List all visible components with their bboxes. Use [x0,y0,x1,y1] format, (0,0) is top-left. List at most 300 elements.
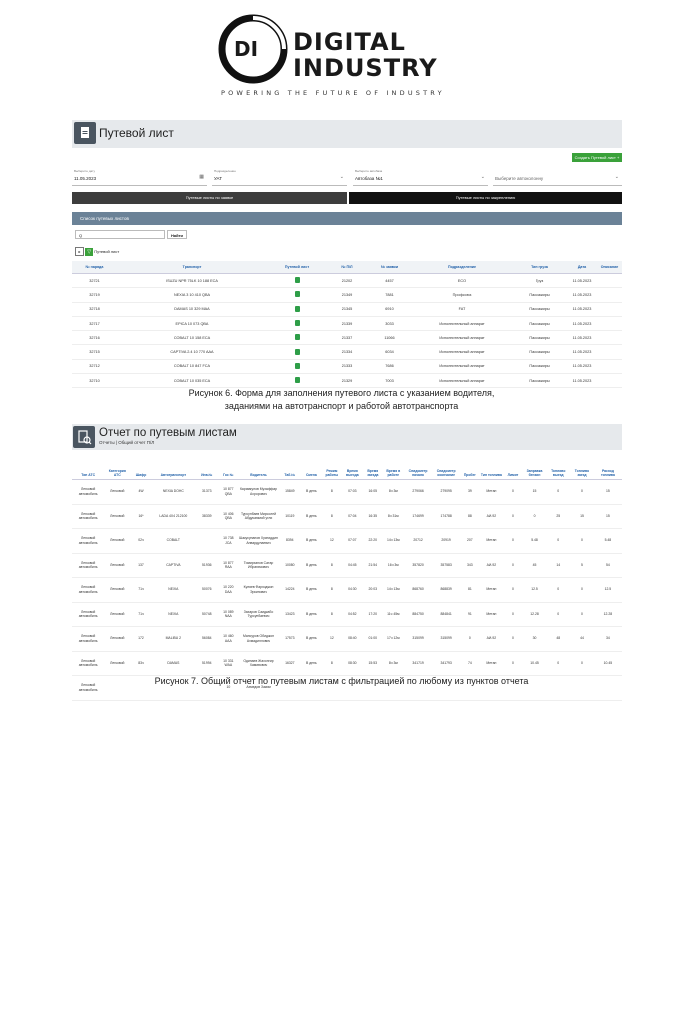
table-cell: 21:54 [363,553,382,578]
waybill-document-icon[interactable] [295,349,300,355]
table-cell [597,288,622,302]
table-cell: 34 [594,627,622,652]
waybill-document-icon[interactable] [295,363,300,369]
table-cell [597,359,622,373]
table-cell: 16:05 [363,480,382,505]
table-cell: 0 [570,480,594,505]
table-cell: 0 [503,504,522,529]
table-cell: 30 [523,627,547,652]
table-cell: 11.05.2023 [567,374,597,388]
table-cell: В день [301,480,323,505]
tab-by-assignment[interactable]: Путевые листы по закреплению [349,192,622,204]
table-cell: 884750 [404,602,432,627]
waybill-doc-cell[interactable] [267,374,327,388]
table-cell: 14224 [279,578,301,603]
table-cell: 0 [503,627,522,652]
report-column-header[interactable]: Категория АТС [104,454,130,480]
report-column-header[interactable]: Топливо выезд [546,454,570,480]
waybill-doc-cell[interactable] [267,274,327,288]
table-cell: Пассажиры [512,288,567,302]
table-cell: Легковой [104,529,130,554]
table-cell: 16327 [279,651,301,676]
table-cell: DAMAS 10 329 MAA [117,302,267,316]
waybill-column-header[interactable]: Тип груза [512,261,567,274]
table-cell: 0 [503,529,522,554]
report-column-header[interactable]: Инв.№ [195,454,219,480]
waybill-filter-label: Путевой лист [94,249,120,254]
table-cell: 8 [322,602,341,627]
breadcrumb[interactable]: Отчеты | Общий отчет П/Л [99,440,155,445]
page-title: Путевой лист [99,126,174,140]
waybill-column-header[interactable]: Дата [567,261,597,274]
table-cell: 10 [219,676,238,701]
search-input[interactable]: Q [75,230,165,239]
tab-by-request[interactable]: Путевые листы по заявке [72,192,347,204]
table-cell: Пассажиры [512,302,567,316]
waybill-column-header[interactable]: Путевой лист [267,261,327,274]
table-cell [597,374,622,388]
table-cell: Мансуров Обиджон Ахмадиллович [238,627,279,652]
table-cell: Легковой [104,651,130,676]
table-cell: 4457 [367,274,412,288]
table-cell: 0 [503,651,522,676]
table-cell: Легковой автомобиль [72,627,104,652]
table-row[interactable] [72,651,622,676]
table-cell: 08:40 [342,627,364,652]
report-column-header[interactable]: Водитель [238,454,279,480]
table-cell: 15 [570,504,594,529]
waybill-column-header[interactable]: № П/Л [327,261,367,274]
date-picker[interactable] [72,167,207,186]
table-cell: Легковой [104,553,130,578]
waybill-table [72,261,622,388]
waybill-column-header[interactable]: Подразделение [412,261,512,274]
table-cell: MALIBU 2 [152,627,195,652]
table-cell: АИ-92 [480,553,504,578]
date-value: 11.05.2023 [74,176,97,181]
report-table [72,454,622,701]
logo-mark-text: DI [234,37,259,61]
waybill-document-icon[interactable] [295,291,300,297]
table-row[interactable] [72,374,622,388]
table-cell: NEXIA 3 10 410 QBA [117,288,267,302]
table-cell: 10 877 RAA [219,553,238,578]
table-cell: 207 [460,529,479,554]
expand-icon[interactable]: ▸ [75,247,84,256]
report-column-header[interactable]: Тип АТС [72,454,104,480]
create-waybill-button[interactable]: Создать Путевой лист + [572,153,622,162]
table-cell: 21339 [327,316,367,330]
table-cell: 8ч 31м [383,504,405,529]
convoy-placeholder: Выберите автоколонну [495,176,544,181]
table-cell: В день [301,578,323,603]
waybill-doc-cell[interactable] [267,302,327,316]
chevron-down-icon: ⌄ [339,174,344,180]
table-cell: 32717 [72,316,117,330]
table-cell: 16* [130,504,152,529]
table-cell: 51936 [195,553,219,578]
table-row[interactable] [72,302,622,316]
table-cell: 174699 [404,504,432,529]
table-cell: NEXIA [152,578,195,603]
table-cell: 10119 [279,504,301,529]
logo-line-1: DIGITAL [293,28,406,56]
report-column-header[interactable]: Автотранспорт [152,454,195,480]
table-cell: 11066 [367,331,412,345]
table-cell: 15 [594,504,622,529]
table-cell [597,331,622,345]
table-cell: 54 [594,553,622,578]
table-cell: CAPTIVA [152,553,195,578]
table-cell: 5 [570,553,594,578]
report-column-header[interactable]: Шифр [130,454,152,480]
table-cell: Куляев Фарходжон Эркинович [238,578,279,603]
table-row[interactable] [72,274,622,288]
table-cell: 357820 [404,553,432,578]
table-cell: 01:00 [363,627,382,652]
table-cell: CAPTIVA 2.4 10 770 AAA [117,345,267,359]
report-column-header[interactable]: Лимит [503,454,522,480]
table-cell: Одинаев Жахонгир Хамивович [238,651,279,676]
table-cell [597,345,622,359]
table-cell: 12.5 [523,578,547,603]
report-header [72,424,622,450]
figure-6-caption-line-1: Рисунок 6. Форма для заполнения путевого листа с указанием водителя, [188,388,495,398]
table-row[interactable] [72,359,622,373]
table-cell: 48 [546,627,570,652]
table-cell: В день [301,553,323,578]
table-cell: 17:20 [363,602,382,627]
table-cell: 83ч [130,651,152,676]
table-cell: Легковой автомобиль [72,578,104,603]
table-cell: COBALT 10 158 ECA [117,331,267,345]
table-cell: 08:30 [342,651,364,676]
table-cell: 172 [130,627,152,652]
report-icon [73,426,95,448]
table-cell: 315099 [404,627,432,652]
table-cell: 0 [570,651,594,676]
table-cell: 10 738 JCA [219,529,238,554]
report-column-header[interactable]: Спидометр окончание [432,454,460,480]
table-cell: 8 [322,553,341,578]
waybill-column-header[interactable]: № наряда [72,261,117,274]
table-cell: 17ч 12м [383,627,405,652]
table-cell: Захаров Саидкабо Турсунбаевич [238,602,279,627]
table-row[interactable] [72,288,622,302]
table-cell: LADA 4X4 212100 [152,504,195,529]
table-cell: 32716 [72,331,117,345]
table-cell: 12.5 [594,578,622,603]
filter-icon[interactable]: ▽ [85,248,93,256]
table-cell: 884841 [432,602,460,627]
waybill-doc-cell[interactable] [267,288,327,302]
waybill-doc-cell[interactable] [267,345,327,359]
convoy-select[interactable] [493,167,622,186]
waybill-doc-cell[interactable] [267,316,327,330]
table-cell: 0 [503,480,522,505]
report-title: Отчет по путевым листам [99,427,237,439]
table-cell: 88 [460,504,479,529]
table-cell: Легковой автомобиль [72,676,104,701]
table-cell: 56084 [195,627,219,652]
table-cell: 174788 [432,504,460,529]
report-column-header[interactable]: Расход топлива [594,454,622,480]
table-cell: 11.05.2023 [567,274,597,288]
report-column-header[interactable]: Тип топлива [480,454,504,480]
table-cell: 868760 [404,578,432,603]
report-column-header[interactable]: Заправка бензин [523,454,547,480]
table-cell: 137 [130,553,152,578]
table-cell: 0 [546,529,570,554]
table-cell: 71ч [130,602,152,627]
table-cell: 341719 [404,651,432,676]
table-cell: 12.28 [594,602,622,627]
table-cell: Каримкулов Музаффар Ахрорович [238,480,279,505]
table-cell: 0 [523,504,547,529]
table-cell: COBALT 10 035 ECA [117,374,267,388]
table-cell: АИ-92 [480,627,504,652]
waybill-column-header[interactable]: Описание [597,261,622,274]
table-row[interactable] [72,504,622,529]
waybill-column-header[interactable]: № заявки [367,261,412,274]
table-cell: ECO [412,274,512,288]
waybill-tabs [72,192,622,204]
table-cell: Пассажиры [512,345,567,359]
table-cell: 45 [523,553,547,578]
table-cell: 0 [546,578,570,603]
table-cell: Пассажиры [512,316,567,330]
figure-7-caption: Рисунок 7. Общий отчет по путевым листам с фильтрацией по любому из пунктов отчета [154,676,529,686]
report-column-header[interactable]: Время в работе [383,454,405,480]
table-cell: 13423 [279,602,301,627]
table-cell: 15849 [279,480,301,505]
table-cell: Легковой [104,480,130,505]
table-cell: Пассажиры [512,359,567,373]
table-cell: 21334 [327,345,367,359]
table-row[interactable] [72,316,622,330]
table-cell: 02ч [130,529,152,554]
table-cell: 21329 [327,374,367,388]
table-row[interactable] [72,602,622,627]
table-cell: Легковой автомобиль [72,480,104,505]
table-cell: Метан [480,651,504,676]
table-cell: 8 [322,504,341,529]
table-cell: 7003 [367,374,412,388]
table-cell: В день [301,627,323,652]
table-cell: 0 [546,651,570,676]
table-cell: 343 [460,553,479,578]
figure-6-caption-line-2: заданиями на автотранспорт и работой автотранспорта [224,401,459,411]
table-cell: Пассажиры [512,331,567,345]
table-cell: 0 [503,578,522,603]
table-cell: 0 [570,578,594,603]
report-column-header[interactable]: Пробег [460,454,479,480]
page-header [72,120,622,148]
table-cell: 74 [460,651,479,676]
table-cell: 15:53 [363,651,382,676]
table-cell: Шакусупанов Хусниддин Анвардулаевич [238,529,279,554]
table-cell: 04:45 [342,553,364,578]
table-cell: 10 089 NAA [219,602,238,627]
table-cell: 32710 [72,374,117,388]
table-cell: 21337 [327,331,367,345]
table-cell: 0 [546,480,570,505]
table-cell: Легковой автомобиль [72,529,104,554]
chevron-down-icon: ⌄ [480,174,485,180]
table-cell: 11.05.2023 [567,345,597,359]
table-cell: 15 [523,480,547,505]
table-cell: 07:07 [342,529,364,554]
list-title-bar: Список путевых листов [72,212,622,225]
table-cell: FAT [412,302,512,316]
table-cell: 14ч 13м [383,529,405,554]
table-cell: Исполнительный аппарат [412,331,512,345]
table-cell: 16ч 3м [383,553,405,578]
table-cell: 32712 [72,359,117,373]
table-cell: Легковой [104,627,130,652]
waybill-document-icon[interactable] [295,320,300,326]
table-cell: 32715 [72,345,117,359]
table-cell: 357583 [432,553,460,578]
table-row[interactable] [72,553,622,578]
table-cell: Легковой автомобиль [72,504,104,529]
table-cell: Исполнительный аппарат [412,374,512,388]
table-cell: 7881 [367,288,412,302]
document-icon [74,122,96,144]
table-cell: 0 [503,553,522,578]
report-column-header[interactable]: Смена [301,454,323,480]
table-row[interactable] [72,480,622,505]
table-cell: 12.28 [523,602,547,627]
table-cell: 50748 [195,602,219,627]
table-cell: 20712 [404,529,432,554]
report-column-header[interactable]: Спидометр начало [404,454,432,480]
depot-select[interactable] [353,167,488,186]
table-row[interactable] [72,627,622,652]
table-cell: Легковой [104,504,130,529]
table-cell: 71ч [130,578,152,603]
table-cell: 32721 [72,274,117,288]
table-cell: 10080 [279,553,301,578]
table-cell: 22:20 [363,529,382,554]
company-logo [0,0,683,110]
report-column-header[interactable]: Режим работы [322,454,341,480]
report-column-header[interactable]: Время заезда [363,454,382,480]
chevron-down-icon: ⌄ [614,174,619,180]
report-column-header[interactable]: Гос № [219,454,238,480]
table-cell: 21202 [327,274,367,288]
table-cell: 11.05.2023 [567,302,597,316]
table-cell: 12 [322,627,341,652]
table-cell: NEXIA [152,602,195,627]
department-value: УАТ [214,176,222,181]
table-cell: 11.05.2023 [567,316,597,330]
table-cell: 12 [322,529,341,554]
table-cell: В день [301,504,323,529]
table-cell: 20919 [432,529,460,554]
logo-line-2: INDUSTRY [293,54,438,82]
table-cell: 10.45 [594,651,622,676]
table-row[interactable] [72,331,622,345]
waybill-form-screenshot [72,120,622,383]
table-cell: 44 [570,627,594,652]
waybill-document-icon[interactable] [295,377,300,383]
table-cell: 4W [130,480,152,505]
table-cell [195,529,219,554]
table-cell: DAMAS [152,651,195,676]
table-cell: Ахмедов Заким [238,676,279,701]
table-cell: 0 [460,627,479,652]
table-cell: 8 [322,651,341,676]
waybill-document-icon[interactable] [295,277,300,283]
table-cell: 6910 [367,302,412,316]
table-cell: Груз [512,274,567,288]
table-cell: 0 [546,602,570,627]
table-cell: 21345 [327,302,367,316]
waybill-doc-cell[interactable] [267,331,327,345]
table-cell: 8 [322,578,341,603]
table-cell [597,316,622,330]
table-cell: 10 331 WAA [219,651,238,676]
waybill-document-icon[interactable] [295,306,300,312]
waybill-doc-cell[interactable] [267,359,327,373]
table-cell: NEXIA DOHC [152,480,195,505]
waybill-document-icon[interactable] [295,334,300,340]
date-label: Выберите дату [74,169,95,173]
table-cell: В день [301,529,323,554]
table-row[interactable] [72,578,622,603]
table-cell: COBALT [152,529,195,554]
table-cell: 5.48 [594,529,622,554]
report-column-header[interactable]: Топливо заезд [570,454,594,480]
table-cell: 17573 [279,627,301,652]
table-cell: 04:52 [342,602,364,627]
table-cell: 32719 [72,288,117,302]
table-cell: 8ч 3м [383,480,405,505]
waybill-column-header[interactable]: Транспорт [117,261,267,274]
find-button[interactable]: Найти [167,230,187,239]
table-cell: 868839 [432,578,460,603]
depot-value: Автобаза №1 [355,176,383,181]
table-cell: Метан [480,480,504,505]
table-cell: 38339 [195,504,219,529]
table-cell: EPICA 10 073 QBA [117,316,267,330]
report-column-header[interactable]: Таб.№ [279,454,301,480]
department-select[interactable] [212,167,347,186]
table-cell: 31373 [195,480,219,505]
report-column-header[interactable]: Время выезда [342,454,364,480]
table-cell: 10.45 [523,651,547,676]
table-cell: 11.05.2023 [567,288,597,302]
table-cell: 07:03 [342,480,364,505]
table-row[interactable] [72,345,622,359]
table-cell: Исполнительный аппарат [412,316,512,330]
table-row[interactable] [72,529,622,554]
table-cell: 8 [322,480,341,505]
depot-label: Выберите автобаза [355,169,383,173]
table-cell: Метан [480,578,504,603]
table-cell: 10 220 DAA [219,578,238,603]
table-cell: Легковой [104,602,130,627]
table-cell: 51994 [195,651,219,676]
table-cell: 20:03 [363,578,382,603]
table-cell: Легковой автомобиль [72,602,104,627]
table-cell: 39 [460,480,479,505]
table-cell: АИ-92 [480,504,504,529]
calendar-icon[interactable]: ▦ [199,174,204,180]
table-cell: 16:35 [363,504,382,529]
table-cell: 10 406 QBA [219,504,238,529]
